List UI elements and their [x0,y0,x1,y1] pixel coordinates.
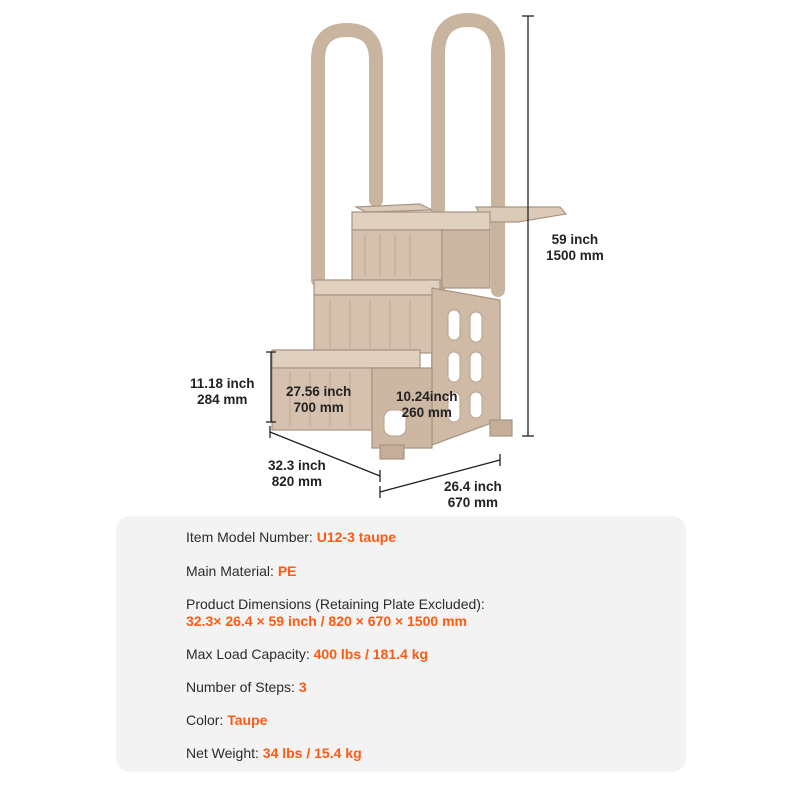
step-width-imperial: 27.56 inch [286,384,352,399]
spec-capacity [186,646,428,663]
height-imperial: 59 inch [551,232,599,247]
spec-steps-label: Number of Steps: [186,679,295,695]
step-width-metric: 700 mm [293,400,344,415]
height-dimension-label [546,232,604,264]
spec-material [186,563,297,580]
step-height-metric: 284 mm [197,392,248,407]
height-metric: 1500 mm [546,248,604,263]
spec-color-value: Taupe [227,712,268,728]
base-length-imperial: 32.3 inch [268,458,326,473]
spec-color [186,712,267,729]
spec-weight-value: 34 lbs / 15.4 kg [262,745,362,761]
step-depth-dimension-label [396,389,458,421]
spec-model [186,529,396,546]
base-length-metric: 820 mm [271,474,323,489]
base-width-dimension-label [444,479,502,511]
spec-color-label: Color: [186,712,224,728]
spec-weight-label: Net Weight: [186,745,259,761]
spec-material-value: PE [277,563,297,579]
specification-card [116,516,686,772]
base-width-metric: 670 mm [447,495,499,510]
step-height-dimension-label [190,376,255,408]
step-height-imperial: 11.18 inch [190,376,255,391]
base-width-imperial: 26.4 inch [444,479,502,494]
spec-model-label: Item Model Number: [186,529,313,545]
step-depth-metric: 260 mm [401,405,452,420]
step-width-dimension-label [286,384,351,416]
spec-model-value: U12-3 taupe [316,529,397,545]
spec-capacity-label: Max Load Capacity: [186,646,310,662]
spec-material-label: Main Material: [186,563,274,579]
spec-dimensions-label: Product Dimensions (Retaining Plate Excluded): [186,596,485,612]
spec-steps [186,679,307,696]
spec-steps-value: 3 [298,679,307,695]
spec-weight [186,745,362,762]
step-depth-imperial: 10.24inch [396,389,458,404]
spec-dimensions [186,596,485,630]
spec-dimensions-value: 32.3× 26.4 × 59 inch / 820 × 670 × 1500 mm [186,613,467,629]
base-length-dimension-label [268,458,326,490]
spec-capacity-value: 400 lbs / 181.4 kg [313,646,429,662]
